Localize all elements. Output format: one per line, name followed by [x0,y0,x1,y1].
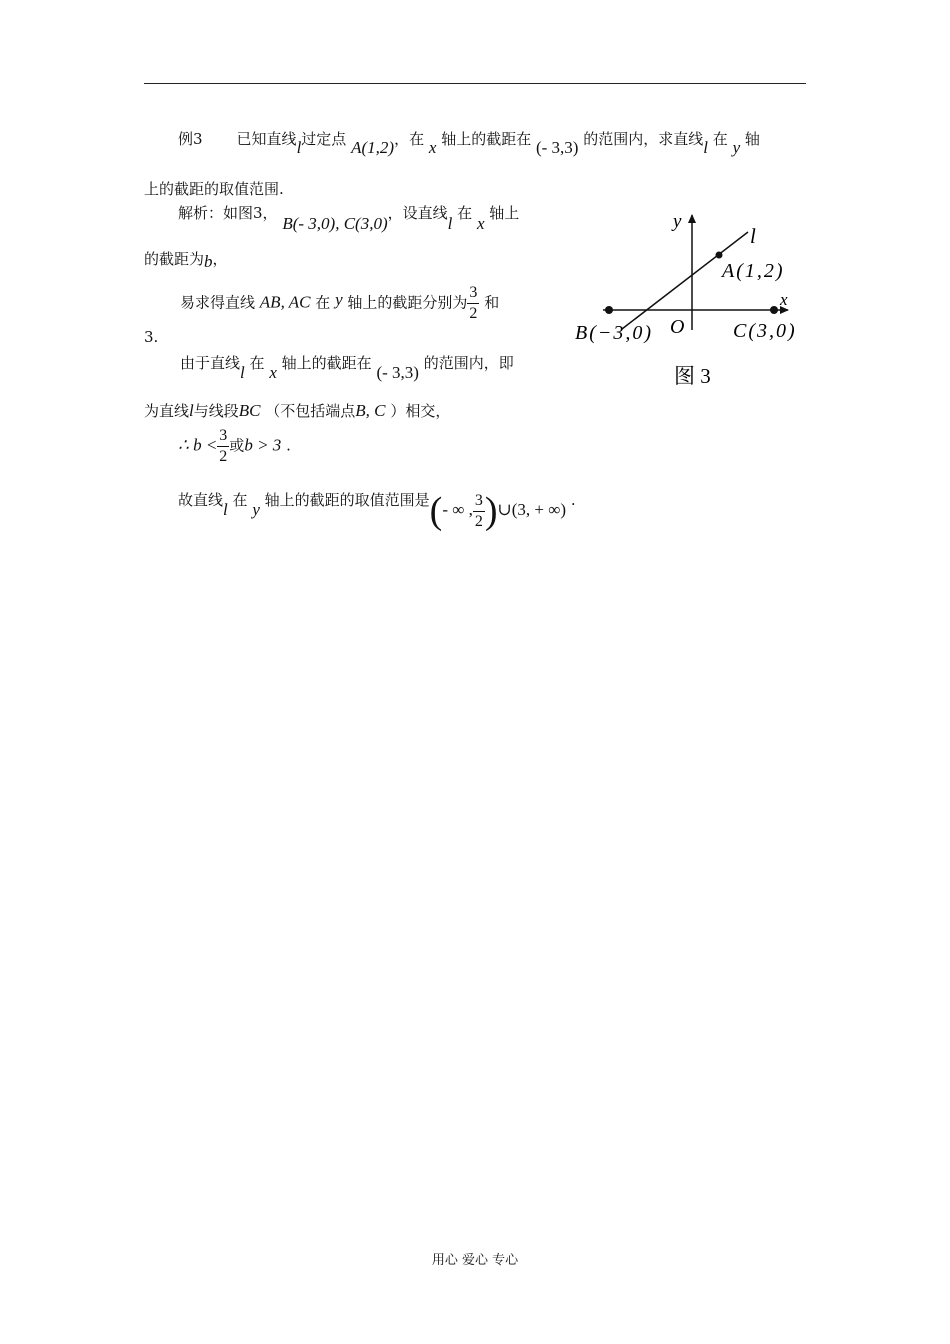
solution-line-7: ∴ b < $\frac{3}{2}$ 或b > 3 . [178,427,291,465]
point-a: A(1,2) [351,138,395,157]
point-b-dot [605,306,613,314]
solution-line-8: 故直线l 在 y 轴上的截距的取值范围是(- ∞ , $\frac{3}{2}$ )∪(3, + ∞) . [178,490,576,532]
figure-caption: 图 3 [674,364,711,388]
answer-interval: (- ∞ , $\frac{3}{2}$ )∪(3, + ∞) [429,490,567,532]
solution-line-3: 易求得直线 AB, AC 在 y 轴上的截距分别为 $\frac{3}{2}$ 和 [180,284,500,322]
origin-label: O [670,316,685,338]
example-line-2: 上的截距的取值范围. [144,180,284,198]
page-footer: 用心 爱心 专心 [431,1253,519,1268]
point-c-label: C(3,0) [733,320,797,342]
solution-line-6: 为直线l与线段BC （不包括端点B, C ）相交， [144,401,451,420]
point-a-label: A(1,2) [722,260,785,282]
example-line-1: 例3 已知直线l过定点 A(1,2)，在 x 轴上的截距在 (- 3,3) 的范围内，求直线l 在 y 轴 [178,130,760,157]
point-a-dot [716,252,723,259]
solution-line-2: 的截距为b， [144,250,228,271]
point-b-label: B(−3,0) [575,322,654,344]
x-axis-label: x [780,290,788,309]
solution-line-1: 解析：如图3， B(- 3,0), C(3,0)，设直线l 在 x 轴上 [178,204,520,233]
solution-line-4: 3. [144,328,159,346]
y-axis-label: y [673,211,682,232]
solution-line-5: 由于直线l 在 x 轴上的截距在 (- 3,3) 的范围内，即 [180,354,514,382]
line-l-label: l [750,224,756,248]
figure-3 [570,205,810,390]
example-label: 例3 [178,130,203,148]
point-c-dot [770,306,778,314]
header-rule [144,83,806,84]
fraction-3-2: $\frac{3}{2}$ [469,284,478,322]
